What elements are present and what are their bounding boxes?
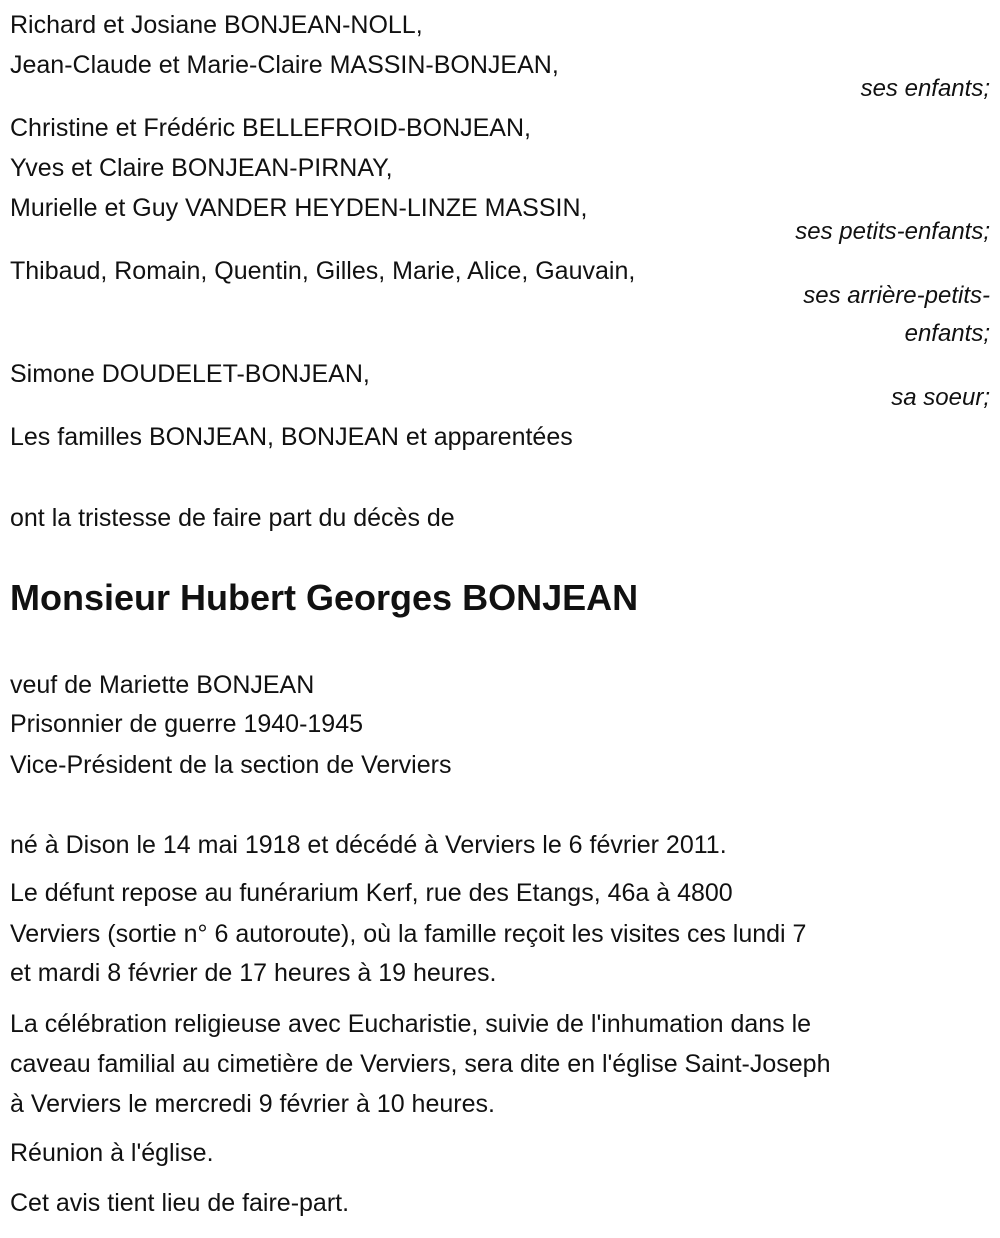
detail-line: Prisonnier de guerre 1940-1945 xyxy=(10,710,364,738)
great-grandchildren-label: ses arrière-petits- xyxy=(803,282,990,309)
children-label: ses enfants; xyxy=(860,75,990,102)
child-line: Richard et Josiane BONJEAN-NOLL, xyxy=(10,11,423,39)
closing-line: Cet avis tient lieu de faire-part. xyxy=(10,1189,350,1217)
great-grandchildren-label-cont: enfants; xyxy=(904,320,990,347)
grandchild-line: Yves et Claire BONJEAN-PIRNAY, xyxy=(10,154,393,182)
meeting-line: Réunion à l'église. xyxy=(10,1139,214,1167)
ceremony-line: caveau familial au cimetière de Verviers, sera dite en l'église Saint-Joseph xyxy=(10,1050,831,1078)
detail-line: Vice-Président de la section de Verviers xyxy=(10,751,452,779)
repose-line: Verviers (sortie n° 6 autoroute), où la famille reçoit les visites ces lundi 7 xyxy=(10,920,807,948)
repose-line: et mardi 8 février de 17 heures à 19 heures. xyxy=(10,959,497,987)
child-line: Jean-Claude et Marie-Claire MASSIN-BONJEAN, xyxy=(10,51,559,79)
ceremony-line: à Verviers le mercredi 9 février à 10 heures. xyxy=(10,1090,495,1118)
grandchild-line: Christine et Frédéric BELLEFROID-BONJEAN, xyxy=(10,114,531,142)
deceased-name: Monsieur Hubert Georges BONJEAN xyxy=(10,577,639,618)
dates-line: né à Dison le 14 mai 1918 et décédé à Verviers le 6 février 2011. xyxy=(10,831,727,859)
announcement: ont la tristesse de faire part du décès de xyxy=(10,504,455,532)
detail-line: veuf de Mariette BONJEAN xyxy=(10,671,315,699)
grandchild-line: Murielle et Guy VANDER HEYDEN-LINZE MASSIN, xyxy=(10,194,588,222)
families-line: Les familles BONJEAN, BONJEAN et apparentées xyxy=(10,423,573,451)
sister-label: sa soeur; xyxy=(891,384,990,411)
repose-line: Le défunt repose au funérarium Kerf, rue des Etangs, 46a à 4800 xyxy=(10,879,733,907)
great-grandchildren-line: Thibaud, Romain, Quentin, Gilles, Marie, Alice, Gauvain, xyxy=(10,257,636,285)
sister-line: Simone DOUDELET-BONJEAN, xyxy=(10,360,370,388)
grandchildren-label: ses petits-enfants; xyxy=(795,218,990,245)
ceremony-line: La célébration religieuse avec Eucharistie, suivie de l'inhumation dans le xyxy=(10,1010,812,1038)
